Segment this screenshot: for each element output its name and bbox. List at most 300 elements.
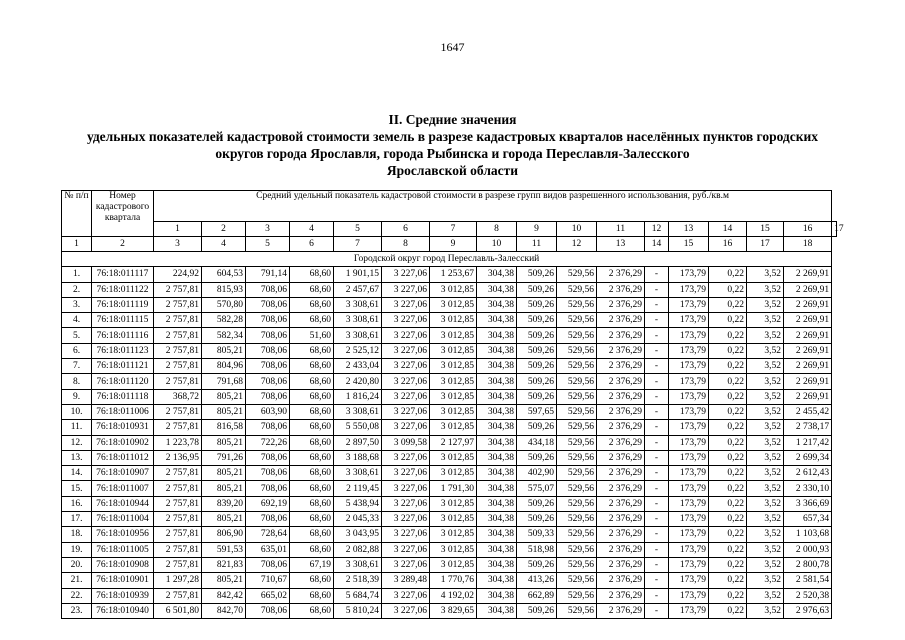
value-cell: 2 433,04 [334,359,382,374]
table-row [62,481,837,496]
quarter-number-cell: 76:18:010944 [92,496,154,511]
value-cell: 509,26 [517,343,557,358]
value-cell: 708,06 [246,420,290,435]
value-cell: 791,14 [246,267,290,282]
value-cell: 3 227,06 [382,603,430,618]
value-cell: 2 757,81 [154,282,202,297]
value-cell: 570,80 [202,297,246,312]
quarter-number-cell: 76:18:011012 [92,450,154,465]
quarter-number-cell: 76:18:011116 [92,328,154,343]
value-cell: 3 012,85 [430,389,477,404]
value-cell: 2 376,29 [597,297,645,312]
value-cell: 3,52 [747,527,784,542]
value-cell: 805,21 [202,435,246,450]
value-cell: 68,60 [290,512,334,527]
value-cell: 2 269,91 [784,343,832,358]
value-cell: 3,52 [747,420,784,435]
value-cell: 3,52 [747,359,784,374]
column-number-cell: 11 [517,237,557,252]
value-cell: 2 376,29 [597,404,645,419]
value-cell: 3 012,85 [430,313,477,328]
value-cell: 529,56 [557,267,597,282]
value-cell: 529,56 [557,527,597,542]
value-cell: - [645,512,669,527]
value-cell: 2 376,29 [597,343,645,358]
value-cell: 68,60 [290,404,334,419]
value-cell: 529,56 [557,297,597,312]
value-cell: 2 269,91 [784,282,832,297]
value-cell: 173,79 [669,542,709,557]
row-number-cell: 14. [62,466,92,481]
value-cell: 518,98 [517,542,557,557]
value-cell: 3 289,48 [382,573,430,588]
value-cell: 3,52 [747,450,784,465]
value-cell: 0,22 [709,282,747,297]
group-number-cell: 2 [202,222,246,237]
value-cell: 805,21 [202,466,246,481]
table-row [62,435,837,450]
value-cell: 708,06 [246,374,290,389]
row-number-cell: 23. [62,603,92,618]
value-cell: 3 099,58 [382,435,430,450]
value-cell: - [645,297,669,312]
value-cell: 68,60 [290,359,334,374]
value-cell: 2 045,33 [334,512,382,527]
value-cell: 304,38 [477,481,517,496]
value-cell: 68,60 [290,603,334,618]
value-cell: - [645,481,669,496]
value-cell: 304,38 [477,267,517,282]
value-cell: 0,22 [709,512,747,527]
value-cell: 2 376,29 [597,542,645,557]
value-cell: 529,56 [557,343,597,358]
value-cell: 2 376,29 [597,374,645,389]
value-cell: 3 012,85 [430,512,477,527]
value-cell: - [645,404,669,419]
column-number-cell: 13 [597,237,645,252]
group-number-cell: 3 [246,222,290,237]
row-number-cell: 13. [62,450,92,465]
value-cell: 2 119,45 [334,481,382,496]
value-cell: 3 308,61 [334,297,382,312]
group-number-cell: 5 [334,222,382,237]
quarter-number-cell: 76:18:010931 [92,420,154,435]
value-cell: 2 757,81 [154,374,202,389]
value-cell: 0,22 [709,603,747,618]
value-cell: 1 253,67 [430,267,477,282]
row-number-cell: 19. [62,542,92,557]
value-cell: 529,56 [557,496,597,511]
value-cell: 509,26 [517,603,557,618]
quarter-number-cell: 76:18:011118 [92,389,154,404]
value-cell: 3 012,85 [430,343,477,358]
value-cell: 3,52 [747,343,784,358]
table-row [62,588,837,603]
value-cell: 603,90 [246,404,290,419]
value-cell: 805,21 [202,573,246,588]
value-cell: 3,52 [747,328,784,343]
value-cell: 2 269,91 [784,267,832,282]
value-cell: 816,58 [202,420,246,435]
value-cell: 413,26 [517,573,557,588]
value-cell: 0,22 [709,343,747,358]
value-cell: 304,38 [477,313,517,328]
value-cell: 3 308,61 [334,328,382,343]
table-row [62,557,837,572]
group-number-cell: 8 [477,222,517,237]
value-cell: 3 227,06 [382,512,430,527]
value-cell: 728,64 [246,527,290,542]
value-cell: 2 376,29 [597,420,645,435]
value-cell: 3,52 [747,374,784,389]
value-cell: 529,56 [557,603,597,618]
value-cell: 304,38 [477,404,517,419]
value-cell: 3 012,85 [430,496,477,511]
value-cell: 509,26 [517,374,557,389]
value-cell: 2 376,29 [597,557,645,572]
value-cell: 0,22 [709,359,747,374]
value-cell: 3 308,61 [334,404,382,419]
group-number-cell: 11 [597,222,645,237]
value-cell: 3 227,06 [382,297,430,312]
value-cell: 708,06 [246,282,290,297]
value-cell: 0,22 [709,496,747,511]
value-cell: 304,38 [477,557,517,572]
value-cell: 529,56 [557,573,597,588]
value-cell: 804,96 [202,359,246,374]
value-cell: 173,79 [669,328,709,343]
column-number-cell: 17 [747,237,784,252]
group-number-cell: 9 [517,222,557,237]
group-number-cell: 6 [382,222,430,237]
value-cell: 529,56 [557,420,597,435]
value-cell: 529,56 [557,542,597,557]
group-number-cell: 1 [154,222,202,237]
value-cell: - [645,389,669,404]
value-cell: 3 227,06 [382,359,430,374]
value-cell: 529,56 [557,359,597,374]
value-cell: 529,56 [557,282,597,297]
value-cell: 2 269,91 [784,297,832,312]
title-line-4: Ярославской области [386,163,519,178]
value-cell: 3,52 [747,481,784,496]
value-cell: 529,56 [557,450,597,465]
value-cell: 2 376,29 [597,359,645,374]
value-cell: 2 376,29 [597,466,645,481]
column-number-cell: 16 [709,237,747,252]
header-num: № п/п [62,191,92,237]
value-cell: 3 012,85 [430,542,477,557]
value-cell: 708,06 [246,297,290,312]
column-number-cell: 1 [62,237,92,252]
value-cell: 509,33 [517,527,557,542]
value-cell: 708,06 [246,450,290,465]
value-cell: 2 457,67 [334,282,382,297]
value-cell: 3,52 [747,512,784,527]
row-number-cell: 5. [62,328,92,343]
value-cell: 2 269,91 [784,313,832,328]
value-cell: 304,38 [477,328,517,343]
value-cell: 2 376,29 [597,603,645,618]
value-cell: 2 376,29 [597,450,645,465]
row-number-cell: 11. [62,420,92,435]
value-cell: 68,60 [290,267,334,282]
value-cell: 368,72 [154,389,202,404]
value-cell: 304,38 [477,512,517,527]
group-number-cell: 7 [430,222,477,237]
value-cell: 0,22 [709,374,747,389]
value-cell: 3,52 [747,313,784,328]
value-cell: 3 012,85 [430,374,477,389]
value-cell: - [645,527,669,542]
value-cell: 3 227,06 [382,343,430,358]
value-cell: 805,21 [202,343,246,358]
value-cell: 3,52 [747,404,784,419]
quarter-number-cell: 76:18:011123 [92,343,154,358]
value-cell: - [645,557,669,572]
quarter-number-cell: 76:18:010901 [92,573,154,588]
value-cell: 3 012,85 [430,466,477,481]
value-cell: 509,26 [517,389,557,404]
value-cell: 662,89 [517,588,557,603]
value-cell: 1 770,76 [430,573,477,588]
value-cell: 173,79 [669,313,709,328]
value-cell: 173,79 [669,573,709,588]
value-cell: 1 103,68 [784,527,832,542]
value-cell: 3 227,06 [382,404,430,419]
value-cell: 68,60 [290,282,334,297]
value-cell: 3 012,85 [430,404,477,419]
value-cell: 68,60 [290,420,334,435]
value-cell: 68,60 [290,389,334,404]
value-cell: 173,79 [669,588,709,603]
table-row [62,343,837,358]
value-cell: 708,06 [246,343,290,358]
value-cell: - [645,542,669,557]
value-cell: 3,52 [747,496,784,511]
value-cell: - [645,466,669,481]
group-number-cell: 14 [709,222,747,237]
value-cell: 68,60 [290,527,334,542]
table-row [62,450,837,465]
quarter-number-cell: 76:18:011117 [92,267,154,282]
value-cell: 2 738,17 [784,420,832,435]
value-cell: 529,56 [557,557,597,572]
value-cell: 173,79 [669,389,709,404]
value-cell: 2 518,39 [334,573,382,588]
value-cell: 2 376,29 [597,328,645,343]
value-cell: 3 227,06 [382,557,430,572]
value-cell: 3 227,06 [382,313,430,328]
table-row [62,512,837,527]
value-cell: 635,01 [246,542,290,557]
value-cell: 434,18 [517,435,557,450]
value-cell: 5 438,94 [334,496,382,511]
value-cell: 3 012,85 [430,359,477,374]
value-cell: 0,22 [709,420,747,435]
document-title [0,111,905,179]
value-cell: 2 376,29 [597,313,645,328]
value-cell: - [645,374,669,389]
value-cell: 2 699,34 [784,450,832,465]
value-cell: 3,52 [747,542,784,557]
value-cell: 173,79 [669,297,709,312]
value-cell: 2 136,95 [154,450,202,465]
value-cell: 68,60 [290,542,334,557]
table-row [62,420,837,435]
value-cell: 173,79 [669,267,709,282]
value-cell: 604,53 [202,267,246,282]
value-cell: 51,60 [290,328,334,343]
value-cell: 3 012,85 [430,328,477,343]
value-cell: 68,60 [290,297,334,312]
value-cell: 5 684,74 [334,588,382,603]
value-cell: 3 012,85 [430,557,477,572]
value-cell: - [645,313,669,328]
value-cell: 2 082,88 [334,542,382,557]
value-cell: 1 217,42 [784,435,832,450]
column-number-cell: 4 [202,237,246,252]
value-cell: 815,93 [202,282,246,297]
group-number-cell: 4 [290,222,334,237]
column-numbers-row [62,237,837,252]
value-cell: 2 757,81 [154,420,202,435]
value-cell: 1 901,15 [334,267,382,282]
value-cell: 708,06 [246,328,290,343]
value-cell: 68,60 [290,573,334,588]
column-number-cell: 10 [477,237,517,252]
table-row [62,297,837,312]
title-line-1: II. Средние значения [388,112,517,127]
value-cell: 3 188,68 [334,450,382,465]
row-number-cell: 3. [62,297,92,312]
value-cell: 3,52 [747,267,784,282]
value-cell: 708,06 [246,512,290,527]
value-cell: 173,79 [669,450,709,465]
title-line-3: округов города Ярославля, города Рыбинска и города Переславля-Залесского [215,146,690,161]
value-cell: 68,60 [290,435,334,450]
value-cell: 509,26 [517,450,557,465]
header-group-numbers [62,222,837,237]
value-cell: 2 757,81 [154,328,202,343]
group-number-cell: 12 [645,222,669,237]
value-cell: 3 227,06 [382,496,430,511]
value-cell: 0,22 [709,267,747,282]
value-cell: 0,22 [709,328,747,343]
page-number: 1647 [440,40,465,54]
value-cell: 304,38 [477,450,517,465]
value-cell: 509,26 [517,328,557,343]
quarter-number-cell: 76:18:011119 [92,297,154,312]
group-number-cell: 17 [832,222,837,237]
value-cell: 173,79 [669,359,709,374]
table-row [62,527,837,542]
value-cell: 2 757,81 [154,588,202,603]
quarter-number-cell: 76:18:011121 [92,359,154,374]
value-cell: 2 376,29 [597,267,645,282]
value-cell: 304,38 [477,603,517,618]
value-cell: 68,60 [290,343,334,358]
value-cell: 791,68 [202,374,246,389]
value-cell: 173,79 [669,435,709,450]
value-cell: 529,56 [557,328,597,343]
value-cell: 2 376,29 [597,527,645,542]
value-cell: 529,56 [557,313,597,328]
value-cell: 2 269,91 [784,389,832,404]
group-number-cell: 13 [669,222,709,237]
column-number-cell: 18 [784,237,832,252]
value-cell: 3 308,61 [334,557,382,572]
value-cell: 304,38 [477,374,517,389]
row-number-cell: 22. [62,588,92,603]
row-number-cell: 16. [62,496,92,511]
value-cell: 509,26 [517,557,557,572]
value-cell: 304,38 [477,542,517,557]
value-cell: - [645,435,669,450]
value-cell: 68,60 [290,374,334,389]
column-number-cell: 9 [430,237,477,252]
value-cell: 2 897,50 [334,435,382,450]
table-row [62,267,837,282]
header-quarter: Номер кадастрового квартала [92,191,154,237]
quarter-number-cell: 76:18:010940 [92,603,154,618]
cadastral-value-table [61,190,844,619]
value-cell: - [645,267,669,282]
quarter-number-cell: 76:18:011007 [92,481,154,496]
value-cell: 805,21 [202,389,246,404]
header-group: Средний удельный показатель кадастровой стоимости в разрезе групп видов разрешенного использования, руб./кв.м [154,191,832,222]
value-cell: 2 757,81 [154,542,202,557]
value-cell: 708,06 [246,359,290,374]
value-cell: 597,65 [517,404,557,419]
value-cell: 3 227,06 [382,267,430,282]
value-cell: 0,22 [709,557,747,572]
value-cell: 3 012,85 [430,282,477,297]
value-cell: 575,07 [517,481,557,496]
value-cell: 708,06 [246,481,290,496]
value-cell: - [645,282,669,297]
value-cell: 839,20 [202,496,246,511]
value-cell: 2 376,29 [597,282,645,297]
value-cell: 304,38 [477,420,517,435]
value-cell: 1 223,78 [154,435,202,450]
value-cell: 67,19 [290,557,334,572]
value-cell: 304,38 [477,496,517,511]
table-row [62,496,837,511]
row-number-cell: 20. [62,557,92,572]
value-cell: - [645,573,669,588]
value-cell: 3 227,06 [382,527,430,542]
value-cell: 173,79 [669,374,709,389]
value-cell: 842,70 [202,603,246,618]
value-cell: 2 376,29 [597,481,645,496]
column-number-cell: 5 [246,237,290,252]
value-cell: 2 376,29 [597,389,645,404]
value-cell: 2 455,42 [784,404,832,419]
quarter-number-cell: 76:18:010956 [92,527,154,542]
value-cell: 304,38 [477,435,517,450]
value-cell: 2 757,81 [154,466,202,481]
value-cell: 68,60 [290,466,334,481]
value-cell: 173,79 [669,512,709,527]
quarter-number-cell: 76:18:010902 [92,435,154,450]
row-number-cell: 2. [62,282,92,297]
value-cell: 68,60 [290,313,334,328]
value-cell: 173,79 [669,557,709,572]
value-cell: 665,02 [246,588,290,603]
value-cell: 0,22 [709,313,747,328]
value-cell: 529,56 [557,435,597,450]
